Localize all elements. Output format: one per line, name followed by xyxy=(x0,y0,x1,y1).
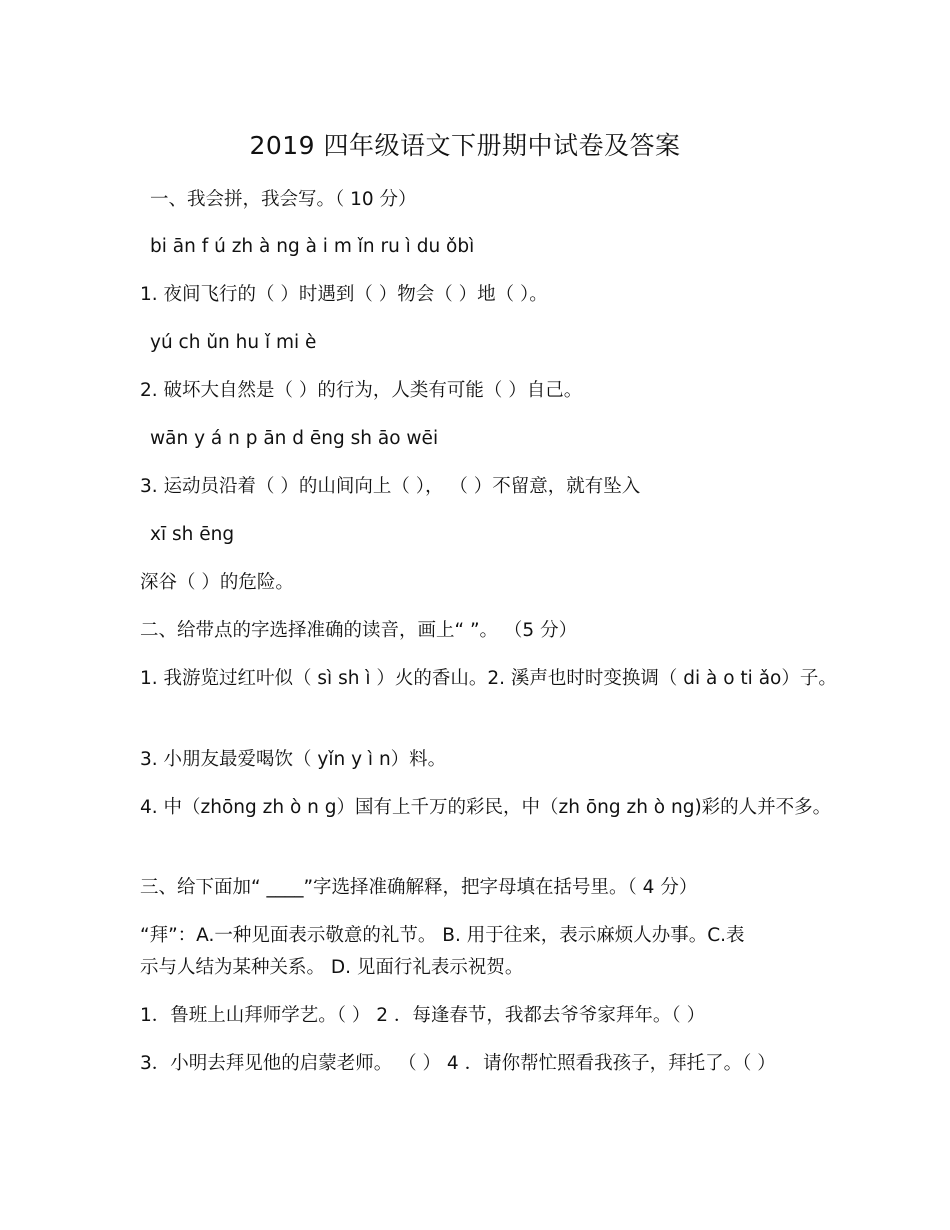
question-3-1: 1．鲁班上山拜师学艺。（ ） 2 ．每逢春节，我都去爷爷家拜年。（ ） xyxy=(140,1005,706,1026)
definitions: “拜”：A.一种见面表示敬意的礼节。 B. 用于往来，表示麻烦人办事。C.表示与人结为某种关系。 D. 见面行礼表示祝贺。 xyxy=(140,925,745,978)
question-2-1: 1. 我游览过红叶似（ sì sh ì ）火的香山。2. 溪声也时时变换调（ di à o ti ǎo）子。 xyxy=(140,668,837,689)
question-2-4: 4. 中（zhōng zh ò n g）国有上千万的彩民，中（zh ōng zh ò ng)彩的人并不多。 xyxy=(140,797,832,818)
section-2-heading: 二、给带点的字选择准确的读音，画上“ ”。 （5 分） xyxy=(140,620,578,641)
question-1-3: 3. 运动员沿着（ ）的山间向上（ ）， （ ）不留意，就有坠入 xyxy=(140,476,641,497)
section-1-heading: 一、我会拼，我会写。（ 10 分） xyxy=(150,189,417,210)
question-1-3-cont: 深谷（ ）的危险。 xyxy=(140,572,294,593)
pinyin-line-3: wān y á n p ān d ēng sh āo wēi xyxy=(150,428,439,449)
question-3-3: 3．小明去拜见他的启蒙老师。 （ ） 4 ．请你帮忙照看我孩子，拜托了。（ ） xyxy=(140,1053,776,1074)
question-2-3: 3. 小朋友最爱喝饮（ yǐn y ì n）料。 xyxy=(140,749,447,770)
page-title: 2019 四年级语文下册期中试卷及答案 xyxy=(249,131,681,160)
pinyin-line-1: bi ān f ú zh à ng à i m ǐn ru ì du ǒbì xyxy=(150,236,475,257)
pinyin-line-4: xī sh ēng xyxy=(150,524,235,545)
question-1-1: 1. 夜间飞行的（ ）时遇到（ ）物会（ ）地（ ）。 xyxy=(140,284,548,305)
question-1-2: 2. 破坏大自然是（ ）的行为，人类有可能（ ）自己。 xyxy=(140,380,583,401)
section-3-heading: 三、给下面加“ ____”字选择准确解释，把字母填在括号里。（ 4 分） xyxy=(140,877,698,898)
pinyin-line-2: yú ch ǔn hu ǐ mi è xyxy=(150,332,317,353)
